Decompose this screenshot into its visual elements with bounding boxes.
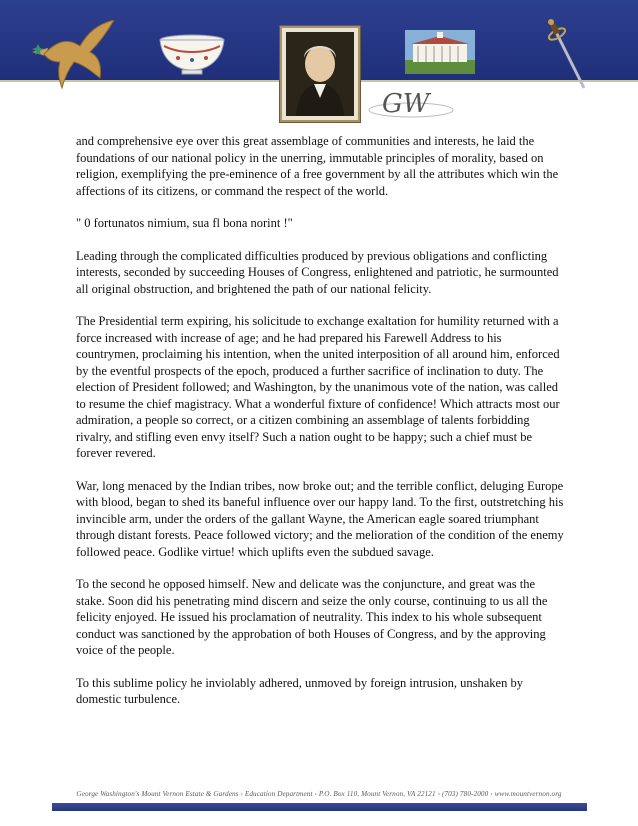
paragraph: and comprehensive eye over this great assemblage of communities and interests, he laid the foundations of our national policy in the unerring, immutable principles of morality, based on religion, exemplifying the pre-eminence of a free government by all the attributes which win the affections of its citizens, or command the respect of the world. [76, 134, 559, 198]
latin-quote: " 0 fortunatos nimium, sua fl bona norint !" [76, 216, 293, 230]
washington-portrait [280, 26, 360, 122]
paragraph: Leading through the complicated difficulties produced by previous obligations and conflicting interests, seconded by succeeding Houses of Congress, enlightened and patriotic, he surmounted all original obstruction, and brightened the path of our national felicity. [76, 248, 559, 296]
paragraph: To the second he opposed himself. New and delicate was the conjuncture, and great was the stake. Soon did his penetrating mind discern and seize the only course, continuing to us all the felicity enjoyed. He issued his proclamation of neutrality. This index to his whole subsequent conduct was sanctioned by the approbation of both Houses of Congress, and by the approving voice of the people. [76, 577, 548, 657]
gw-monogram-logo [368, 86, 454, 120]
footer-bar [52, 803, 587, 811]
footer-address: George Washington's Mount Vernon Estate & Gardens › Education Department › P.O. Box 110, Mount Vernon, VA 22121 › (703) 780-2000 › www.mountvernon.org [76, 790, 562, 798]
sword-hilt-icon [540, 16, 590, 90]
paragraph: To this sublime policy he inviolably adhered, unmoved by foreign intrusion, unshaken by domestic turbulence. [76, 675, 523, 706]
paragraph: War, long menaced by the Indian tribes, now broke out; and the terrible conflict, deluging Europe with blood, began to shed its baneful influence over our happy land. To the first, outstretching his invincible arm, under the orders of the gallant Wayne, the American eagle soared triumphant through distant forests. Peace followed victory; and the melioration of the condition of the enemy followed peace. Godlike virtue! which uplifts even the subdued savage. [76, 478, 564, 559]
eagle-weathervane-icon [28, 20, 118, 90]
paragraph: The Presidential term expiring, his solicitude to exchange exaltation for humility returned with a force increased with increase of age; and he had prepared his Farewell Address to his countrymen, proclaiming his intention, when the united interposition of all around him, enforced by the eventful prospects of the epoch, produced a further sacrifice of inclination to duty. The election of President followed; and Washington, by the unanimous vote of the nation, was called to resume the chief magistracy. What a wonderful fixture of confidence! Which attracts most our admiration, a people so correct, or a citizen combining an assemblage of talents forbidding rivalry, and stifling even envy itself? Such a nation ought to be happy; such a chief must be forever revered. [76, 314, 560, 460]
mansion-photo-icon [405, 30, 475, 74]
porcelain-bowl-icon [158, 34, 226, 76]
document-body [76, 133, 566, 724]
svg-text:GW: GW [382, 89, 430, 119]
